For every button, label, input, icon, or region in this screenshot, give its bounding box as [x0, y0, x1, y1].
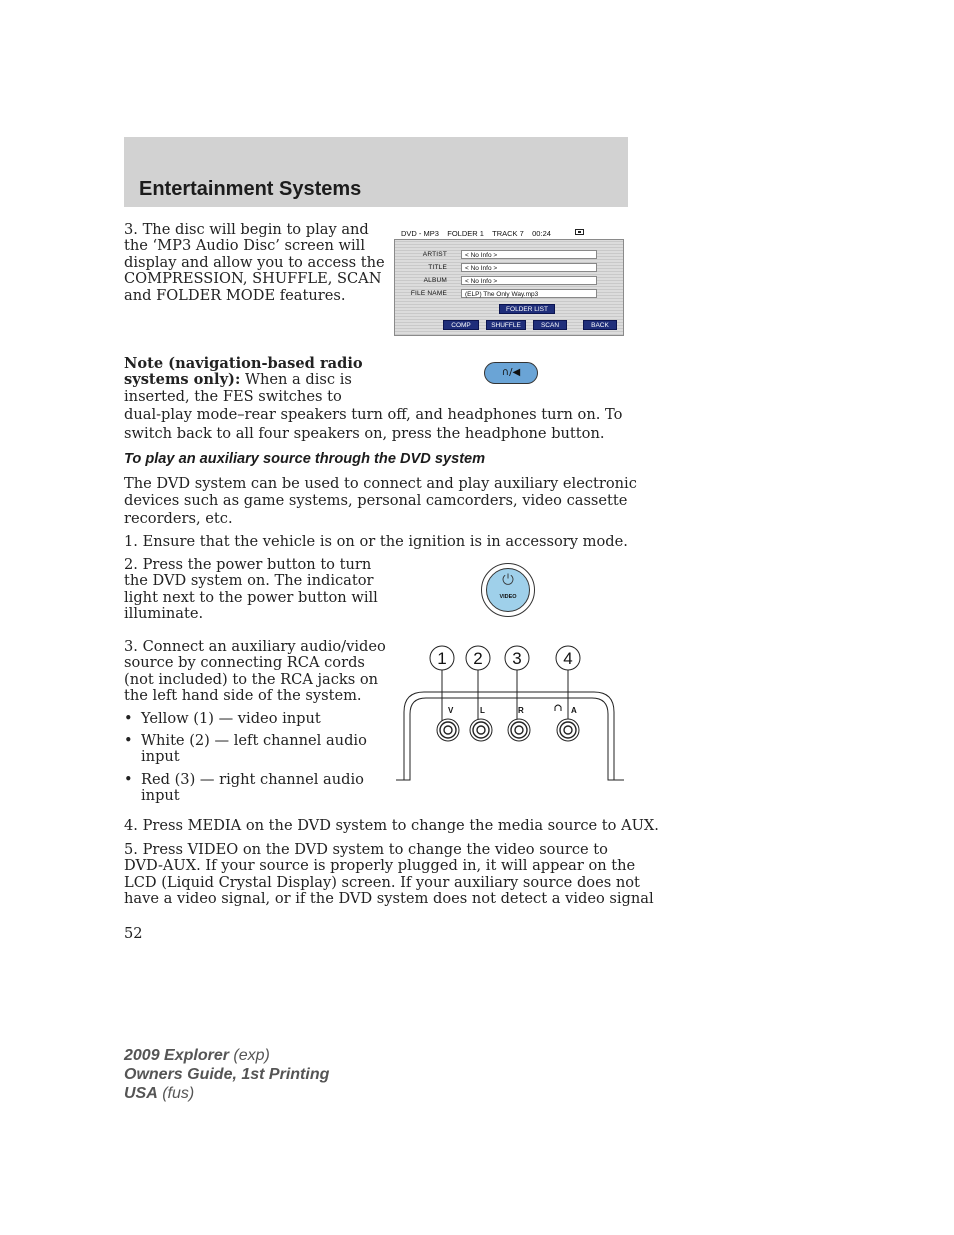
footer-line-1 [124, 1047, 270, 1065]
text-line: illuminate. [124, 605, 204, 623]
page-title: Entertainment Systems [139, 178, 362, 200]
bullet: • [124, 732, 133, 749]
text-line: devices such as game systems, personal camcorders, video cassette [124, 492, 628, 510]
jack-number-1 [430, 646, 454, 670]
field-label-title: TITLE [428, 264, 447, 271]
text-line: (not included) to the RCA jacks on [124, 670, 379, 688]
footer-line-2: Owners Guide, 1st Printing [124, 1066, 330, 1083]
power-icon [500, 571, 516, 587]
text-line: Yellow (1) — video input [141, 710, 321, 727]
step3-disc-text [124, 222, 385, 304]
comp-button[interactable]: COMP [443, 320, 479, 330]
text-line: and FOLDER MODE features. [124, 286, 346, 304]
aux-intro [124, 475, 637, 527]
field-value-album: < No Info > [461, 276, 597, 285]
footer-market: USA [124, 1085, 158, 1102]
text-line: input [141, 787, 180, 805]
field-value-title: < No Info > [461, 263, 597, 272]
step5-text [124, 842, 654, 908]
field-label-artist: ARTIST [422, 251, 447, 258]
jack-number-2 [466, 646, 490, 670]
video-label: VIDEO [499, 594, 517, 600]
section-heading: To play an auxiliary source through the DVD system [124, 451, 486, 467]
text-line: The DVD system can be used to connect and play auxiliary electronic [124, 475, 637, 492]
text-line: 2. Press the power button to turn [124, 556, 372, 573]
rca-jacks-diagram [392, 640, 628, 786]
text-line: input [141, 748, 180, 766]
jack-label-l: L [480, 706, 485, 715]
footer-model: 2009 Explorer [124, 1047, 229, 1064]
rca-jack-right [508, 719, 530, 741]
note-bold: systems only): [124, 371, 241, 389]
text-line: inserted, the FES switches to [124, 387, 342, 405]
field-label-album: ALBUM [423, 277, 447, 284]
screen-folder-icon [575, 229, 584, 235]
text-line: LCD (Liquid Crystal Display) screen. If your auxiliary source does not [124, 873, 640, 891]
field-value-filename: (ELP) The Only Way.mp3 [461, 289, 597, 298]
jack-number-3 [505, 646, 529, 670]
text-line: switch back to all four speakers on, press the headphone button. [124, 424, 605, 442]
jack-label-r: R [518, 706, 524, 715]
text-line: the ‘MP3 Audio Disc’ screen will [124, 237, 365, 255]
text-line: COMPRESSION, SHUFFLE, SCAN [124, 270, 382, 288]
screen-body [394, 239, 624, 336]
jack-number-text: 2 [473, 649, 483, 668]
jack-label-a: A [571, 706, 577, 715]
bullet: • [124, 710, 133, 727]
screen-status-bar [394, 225, 624, 239]
headphone-speaker-icon: ∩/◀ [501, 367, 521, 378]
jack-number-text: 1 [437, 649, 447, 668]
jack-number-4 [556, 646, 580, 670]
note-bold: Note (navigation-based radio [124, 355, 363, 372]
bullet: • [124, 771, 133, 788]
scan-button[interactable]: SCAN [533, 320, 567, 330]
footer-market-code: (fus) [157, 1085, 195, 1102]
jack-number-text: 4 [563, 649, 573, 668]
shuffle-button[interactable]: SHUFFLE [486, 320, 526, 330]
step1-text: 1. Ensure that the vehicle is on or the ignition is in accessory mode. [124, 533, 628, 550]
folder-list-button[interactable]: FOLDER LIST [499, 304, 555, 314]
step4-text: 4. Press MEDIA on the DVD system to change the media source to AUX. [124, 817, 659, 834]
jack-number-text: 3 [512, 649, 522, 668]
text-line: White (2) — left channel audio [141, 732, 367, 749]
text-line: 5. Press VIDEO on the DVD system to change the video source to [124, 841, 608, 858]
step3-rca-text [124, 639, 386, 705]
rca-jack-left [470, 719, 492, 741]
rca-jack-video [437, 719, 459, 741]
rca-jack-audio [557, 719, 579, 741]
text-line: Red (3) — right channel audio [141, 771, 364, 788]
text-line: display and allow you to access the [124, 253, 385, 271]
text-line: the left hand side of the system. [124, 687, 362, 705]
mp3-audio-disc-screen [394, 225, 624, 336]
text-line: dual-play mode–rear speakers turn off, and headphones turn on. To [124, 406, 623, 424]
text-line: 3. Connect an auxiliary audio/video [124, 638, 386, 655]
headphone-icon [555, 705, 561, 711]
text-line: recorders, etc. [124, 509, 233, 527]
footer-line-3 [124, 1085, 194, 1103]
text-line: DVD-AUX. If your source is properly plugged in, it will appear on the [124, 857, 636, 875]
text-line: When a disc is [240, 371, 352, 389]
footer-model-code: (exp) [228, 1047, 270, 1064]
step2-text [124, 557, 378, 623]
note-paragraph [124, 356, 622, 442]
screen-status-text: DVD - MP3 FOLDER 1 TRACK 7 00:24 [401, 229, 551, 238]
text-line: the DVD system on. The indicator [124, 572, 374, 590]
jack-label-v: V [448, 706, 454, 715]
text-line: light next to the power button will [124, 588, 378, 606]
field-label-filename: FILE NAME [410, 290, 447, 297]
text-line: 3. The disc will begin to play and [124, 221, 369, 238]
back-button[interactable]: BACK [583, 320, 617, 330]
field-value-artist: < No Info > [461, 250, 597, 259]
page-number: 52 [124, 925, 143, 942]
text-line: source by connecting RCA cords [124, 654, 365, 672]
headphone-button[interactable] [484, 362, 538, 384]
text-line: have a video signal, or if the DVD system does not detect a video signal [124, 890, 654, 908]
